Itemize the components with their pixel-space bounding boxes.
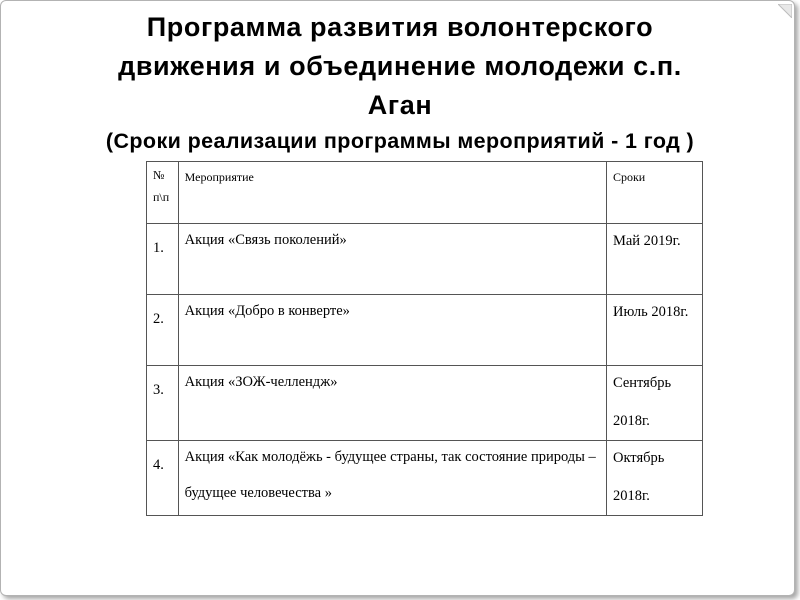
row-num: 1. bbox=[147, 224, 179, 295]
row-num: 3. bbox=[147, 366, 179, 441]
header-date: Сроки bbox=[606, 162, 702, 224]
row-date: Май 2019г. bbox=[606, 224, 702, 295]
title-line-3: Аган bbox=[367, 90, 433, 120]
row-event: Акция «Добро в конверте» bbox=[178, 295, 606, 366]
row-date: Июль 2018г. bbox=[606, 295, 702, 366]
title-line-2: движения и объединение молодежи с.п. bbox=[118, 51, 682, 81]
table-header-row bbox=[147, 162, 703, 224]
row-event: Акция «Связь поколений» bbox=[178, 224, 606, 295]
row-num: 2. bbox=[147, 295, 179, 366]
table-row bbox=[147, 366, 703, 441]
row-num: 4. bbox=[147, 441, 179, 516]
slide-title bbox=[0, 8, 800, 156]
header-num: № п\п bbox=[147, 162, 179, 224]
title-subtitle: (Сроки реализации программы мероприятий - 1 год ) bbox=[105, 129, 695, 153]
row-date: Октябрь 2018г. bbox=[606, 441, 702, 516]
table-row bbox=[147, 224, 703, 295]
table-row bbox=[147, 295, 703, 366]
row-event: Акция «ЗОЖ-челлендж» bbox=[178, 366, 606, 441]
table-row bbox=[147, 441, 703, 516]
row-event: Акция «Как молодёжь - будущее страны, так состояние природы – будущее человечества » bbox=[178, 441, 606, 516]
row-date: Сентябрь 2018г. bbox=[606, 366, 702, 441]
header-event: Мероприятие bbox=[178, 162, 606, 224]
title-line-1: Программа развития волонтерского bbox=[146, 12, 654, 42]
events-table bbox=[146, 161, 703, 516]
